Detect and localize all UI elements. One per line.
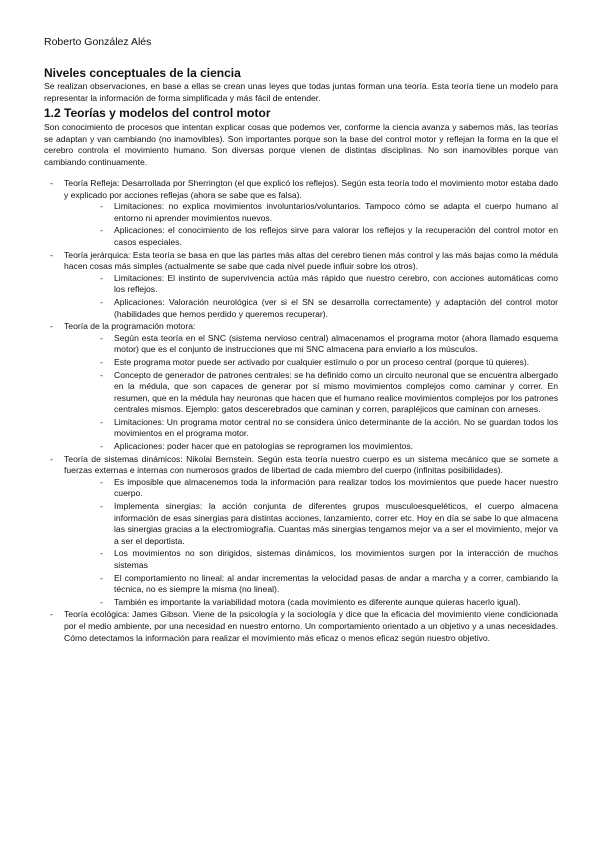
author-name: Roberto González Alés xyxy=(44,36,152,48)
section-paragraph-teorias: Son conocimiento de procesos que intentan explicar cosas que podemos ver, conforme la ciencia avanza y sabemos más, las teorías se adaptan y van cambiando (no inamovibles). Son importantes porque son la base del control motor y reflejan la forma en la que el cerebro controla el movimiento humano. Son diversas porque vienen de distintas disciplinas. No son inamovibles porque van cambiando continuamente. xyxy=(44,122,558,167)
theory-subitem: - Implementa sinergias: la acción conjunta de diferentes grupos musculoesqueléticos, el cuerpo almacena información de esas sinergias para distintas acciones, lanzamiento, correr etc. Hoy en día se sabe lo que almacena las sinergias gracias a la electromiografía. Cuantas más sinergias tengamos mejor va a ser el movimiento, mejor va a ser el deportista. xyxy=(84,501,558,547)
theories-list xyxy=(44,178,558,645)
theory-item xyxy=(44,178,558,249)
theory-subitems xyxy=(64,477,558,609)
theory-item xyxy=(44,454,558,609)
theory-subitem: - Este programa motor puede ser activado por cualquier estímulo o por un proceso central (porque tú quieres). xyxy=(84,357,558,369)
theory-subitems xyxy=(64,201,558,248)
theory-item xyxy=(44,250,558,321)
theory-text: Teoría ecológica: James Gibson. Viene de la psicología y la sociología y dice que la eficacia del movimiento viene condicionada por el medio ambiente, por una necesidad en nuestro entorno. Un comportamiento orientado a un objetivo y a unas necesidades. Cómo detectamos la información para realizar el movimiento más eficaz o menos eficaz según nuestro objetivo. xyxy=(64,609,558,643)
theory-subitem: - Limitaciones: no explica movimientos involuntarios/voluntarios. Tampoco cómo se adapta el cuerpo humano al entorno ni aprender movimientos nuevos. xyxy=(84,201,558,224)
theory-subitems xyxy=(64,333,558,453)
theory-subitems xyxy=(64,273,558,320)
theory-subitem: - El comportamiento no lineal: al andar incrementas la velocidad pasas de andar a marcha y a correr, cambiando la técnica, no es siempre la misma (no lineal). xyxy=(84,573,558,596)
theory-item xyxy=(44,609,558,644)
theory-text: Teoría Refleja: Desarrollada por Sherrington (el que explicó los reflejos). Según esta teoría todo el movimiento motor estaba dado y explicado por acciones reflejas (ahora se sabe que es falsa). xyxy=(64,178,558,200)
theory-subitem: - Los movimientos no son dirigidos, sistemas dinámicos, los movimientos surgen por la interacción de muchos sistemas xyxy=(84,548,558,571)
theory-text: Teoría de sistemas dinámicos: Nikolai Bernstein. Según esta teoría nuestro cuerpo es un sistema mecánico que se somete a fuerzas externas e internas con numerosos grados de libertad de cada miembro del cuerpo (infinitas posibilidades). xyxy=(64,453,558,476)
theory-subitem: - Limitaciones: El instinto de supervivencia actúa más rápido que nuestro cerebro, con acciones automáticas como los reflejos. xyxy=(84,273,558,296)
theory-subitem: - Aplicaciones: el conocimiento de los reflejos sirve para valorar los reflejos y la recuperación del control motor en casos especiales. xyxy=(84,225,558,248)
theory-text: Teoría jerárquica: Esta teoría se basa en que las partes más altas del cerebro tienen más control y las más bajas como la médula hacen cosas más simples (actualmente se sabe que cada nivel puede influir sobre los otros). xyxy=(64,249,558,272)
section-heading-teorias: 1.2 Teorías y modelos del control motor xyxy=(44,106,271,120)
theory-subitem: - Aplicaciones: poder hacer que en patologías se reprogramen los movimientos. xyxy=(84,441,558,453)
theory-subitem: - Aplicaciones: Valoración neurológica (ver si el SN se desarrolla correctamente) y adaptación del control motor (habilidades que hemos perdido y queremos recuperar). xyxy=(84,297,558,320)
theory-text: Teoría de la programación motora: xyxy=(64,321,196,332)
section-paragraph-niveles: Se realizan observaciones, en base a ellas se crean unas leyes que todas juntas forman una teoría. Esta teoría tiene un modelo para representar la información de forma simplificada y más fácil de entender. xyxy=(44,81,558,103)
theory-subitem: - Según esta teoría en el SNC (sistema nervioso central) almacenamos el programa motor (ahora llamado esquema motor) que es el conjunto de instrucciones que mi SNC almacena para enviarlo a los músculos. xyxy=(84,333,558,356)
theory-subitem: - Concepto de generador de patrones centrales: se ha definido como un circuito neuronal que se encuentra albergado en la médula, que son capaces de generar por sí mismo movimientos complejos como caminar y correr. En resumen, que en la médula hay neuronas que hacen que el humano realice movimientos complejos por los patrones centrales mismos. Ejemplo: gatos descerebrados que caminan y corren, parapléjicos que caminan con arneses. xyxy=(84,370,558,416)
theory-subitem: - También es importante la variabilidad motora (cada movimiento es diferente aunque quieras hacerlo igual). xyxy=(84,597,558,609)
theory-subitem: - Limitaciones: Un programa motor central no se considera único determinante de la acción. No se guardan todos los movimientos en el programa motor. xyxy=(84,417,558,440)
theory-subitem: - Es imposible que almacenemos toda la información para realizar todos los movimientos que puede hacer nuestro cuerpo. xyxy=(84,477,558,500)
section-heading-niveles: Niveles conceptuales de la ciencia xyxy=(44,66,241,80)
theory-item xyxy=(44,321,558,453)
